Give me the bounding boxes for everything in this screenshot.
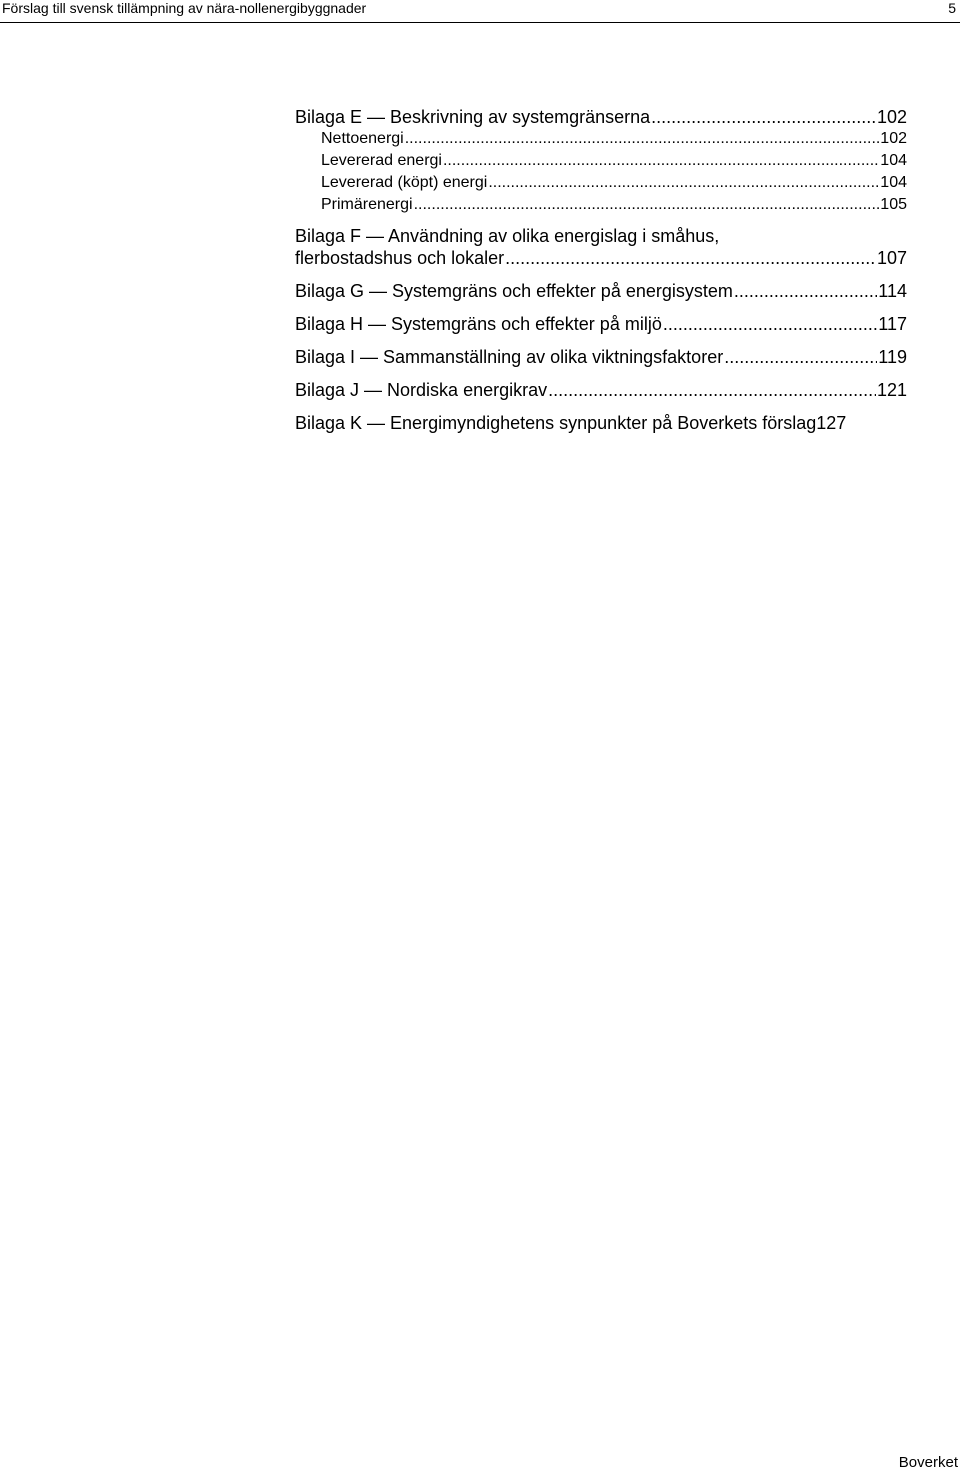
toc-entry-page: 117 — [878, 314, 907, 334]
toc-entry-title: Nettoenergi — [321, 130, 404, 147]
toc-entry-page: 105 — [880, 196, 907, 213]
toc-entry-page: 102 — [876, 107, 907, 127]
toc-entry-title: Bilaga F — Användning av olika energislag i småhus, — [295, 226, 720, 246]
toc-entry-page: 104 — [880, 174, 907, 191]
toc-entry-page: 119 — [878, 347, 907, 367]
dot-leader — [734, 280, 877, 302]
toc-entry-bilaga-i[interactable] — [295, 346, 907, 368]
dot-leader — [724, 346, 877, 368]
toc-entry-page: 104 — [880, 152, 907, 169]
dot-leader — [405, 128, 880, 150]
toc-entry-levererad-kopt-energi[interactable] — [295, 172, 907, 194]
dot-leader — [548, 379, 876, 401]
toc-entry-title: Bilaga G — Systemgräns och effekter på energisystem — [295, 281, 733, 301]
dot-leader — [663, 313, 877, 335]
document-title: Förslag till svensk tillämpning av nära-nollenergibyggnader — [2, 0, 367, 16]
toc-entry-bilaga-h[interactable] — [295, 313, 907, 335]
table-of-contents — [295, 106, 907, 434]
toc-entry-page: 114 — [878, 281, 907, 301]
dot-leader — [443, 150, 879, 172]
toc-entry-page: 121 — [876, 380, 907, 400]
toc-entry-primarenergi[interactable] — [295, 194, 907, 216]
dot-leader — [488, 172, 879, 194]
toc-entry-bilaga-j[interactable] — [295, 379, 907, 401]
toc-entry-title: Levererad energi — [321, 152, 442, 169]
toc-entry-page: 102 — [880, 130, 907, 147]
running-header — [0, 0, 960, 23]
dot-leader — [651, 106, 876, 128]
toc-entry-bilaga-f-line1[interactable] — [295, 225, 907, 247]
toc-entry-title: Bilaga I — Sammanställning av olika viktningsfaktorer — [295, 347, 724, 367]
toc-entry-title: Bilaga J — Nordiska energikrav — [295, 380, 548, 400]
toc-entry-title: flerbostadshus och lokaler — [295, 248, 505, 268]
toc-entry-nettoenergi[interactable] — [295, 128, 907, 150]
footer-publisher: Boverket — [898, 1454, 958, 1471]
dot-leader — [414, 194, 880, 216]
toc-entry-title: Bilaga H — Systemgräns och effekter på miljö — [295, 314, 662, 334]
toc-entry-bilaga-g[interactable] — [295, 280, 907, 302]
toc-entry-bilaga-e[interactable] — [295, 106, 907, 128]
page-number: 5 — [948, 0, 956, 16]
dot-leader — [505, 247, 876, 269]
toc-entry-title: Bilaga K — Energimyndighetens synpunkter på Boverkets förslag — [295, 413, 817, 433]
toc-entry-title: Levererad (köpt) energi — [321, 174, 488, 191]
toc-entry-page: 107 — [876, 248, 907, 268]
toc-entry-title: Primärenergi — [321, 196, 413, 213]
toc-entry-title: Bilaga E — Beskrivning av systemgränserna — [295, 107, 651, 127]
toc-entry-bilaga-f[interactable] — [295, 247, 907, 269]
toc-entry-page: 127 — [816, 413, 847, 433]
toc-entry-bilaga-k[interactable] — [295, 412, 907, 434]
toc-entry-levererad-energi[interactable] — [295, 150, 907, 172]
